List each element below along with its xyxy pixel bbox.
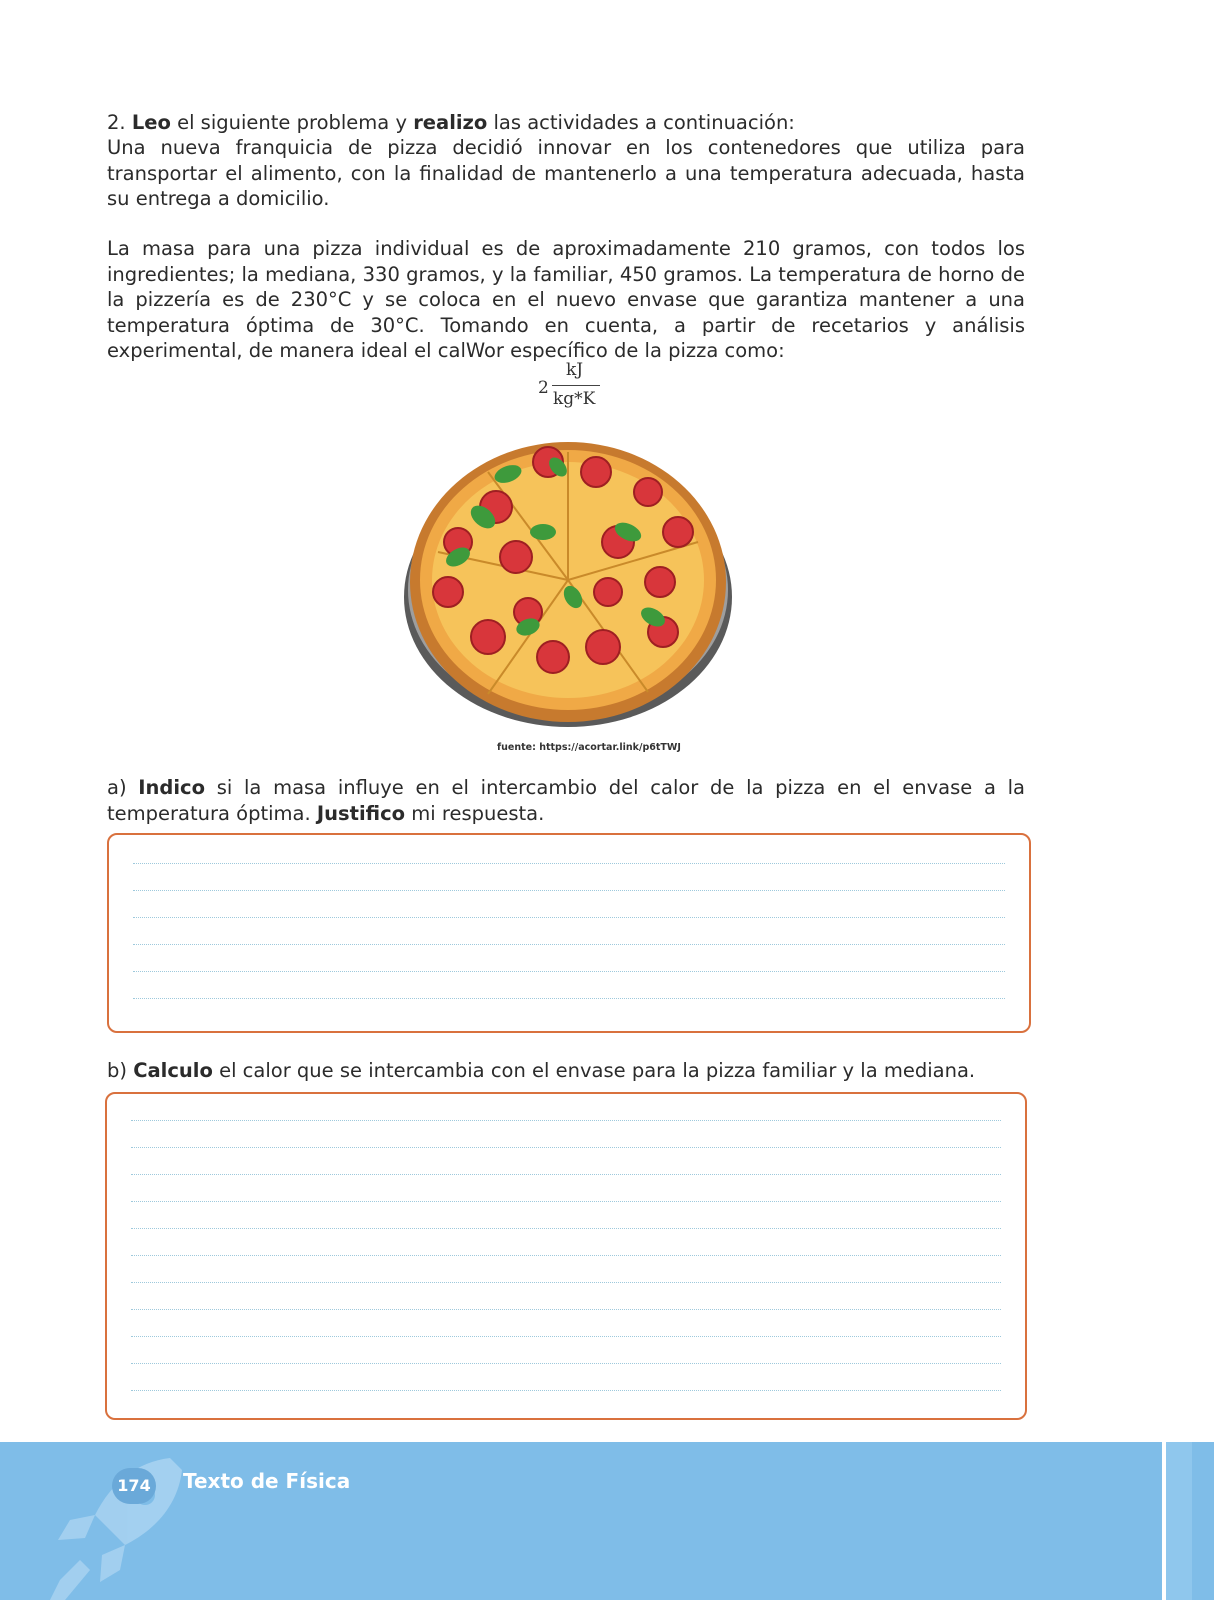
writing-line xyxy=(131,1309,1001,1310)
writing-line xyxy=(133,917,1005,918)
question-a-label: a) xyxy=(107,776,139,799)
writing-line xyxy=(131,1282,1001,1283)
problem-paragraph-2: La masa para una pizza individual es de aproximadamente 210 gramos, con todos los ingredientes; la mediana, 330 gramos, y la familiar, 450 gramos. La temperatura de horno de la pizzería es de 230°C y se coloca en el nuevo envase que garantiza mantener a una temperatura óptima de 30°C. Tomando en cuenta, a partir de recetarios y análisis experimental, de manera ideal el calWor específico de la pizza como: xyxy=(107,237,1025,362)
formula-numerator: kJ xyxy=(566,360,584,380)
writing-line xyxy=(131,1363,1001,1364)
writing-line xyxy=(131,1255,1001,1256)
verb-calculo: Calculo xyxy=(133,1059,213,1082)
page-number: 174 xyxy=(112,1468,156,1504)
writing-line xyxy=(131,1201,1001,1202)
writing-line xyxy=(133,944,1005,945)
image-source-caption: fuente: https://acortar.link/p6tTWJ xyxy=(497,742,681,753)
writing-line xyxy=(131,1147,1001,1148)
writing-line xyxy=(133,998,1005,999)
verb-realizo: realizo xyxy=(413,111,488,134)
verb-leo: Leo xyxy=(131,111,171,134)
footer-edge-tab xyxy=(1162,1442,1192,1600)
problem-number: 2. xyxy=(107,111,126,134)
question-a-text xyxy=(107,775,1025,826)
page-footer xyxy=(0,1442,1214,1600)
formula-coefficient: 2 xyxy=(538,378,549,398)
writing-line xyxy=(131,1120,1001,1121)
answer-box-b[interactable] xyxy=(105,1092,1027,1420)
question-b-label: b) xyxy=(107,1059,134,1082)
instruction-line xyxy=(107,110,1025,136)
question-a-end: mi respuesta. xyxy=(405,801,545,825)
writing-line xyxy=(131,1228,1001,1229)
writing-line xyxy=(131,1336,1001,1337)
verb-indico: Indico xyxy=(138,776,206,799)
specific-heat-formula xyxy=(538,360,608,414)
book-title: Texto de Física xyxy=(183,1469,351,1493)
rocket-icon xyxy=(40,1450,190,1600)
writing-line xyxy=(133,890,1005,891)
writing-line xyxy=(133,863,1005,864)
instruction-text-1: el siguiente problema y xyxy=(170,111,414,134)
problem-paragraph-1: Una nueva franquicia de pizza decidió innovar en los contenedores que utiliza para transportar el alimento, con la finalidad de mantenerlo a una temperatura adecuada, hasta su entrega a domicilio. xyxy=(107,136,1025,210)
instruction-text-2: las actividades a continuación: xyxy=(487,111,795,134)
pizza-image xyxy=(398,432,738,732)
question-b-body: el calor que se intercambia con el envase para la pizza familiar y la mediana. xyxy=(212,1059,976,1082)
question-b-text xyxy=(107,1058,1025,1084)
formula-denominator: kg*K xyxy=(553,389,596,409)
writing-line xyxy=(131,1390,1001,1391)
verb-justifico: Justifico xyxy=(316,801,406,825)
answer-box-a[interactable] xyxy=(107,833,1031,1033)
writing-line xyxy=(133,971,1005,972)
writing-line xyxy=(131,1174,1001,1175)
question-a-body: si la masa influye en el intercambio del calor de la pizza en el envase a la temperatura óptima. xyxy=(107,776,1025,825)
fraction-bar xyxy=(552,385,600,386)
